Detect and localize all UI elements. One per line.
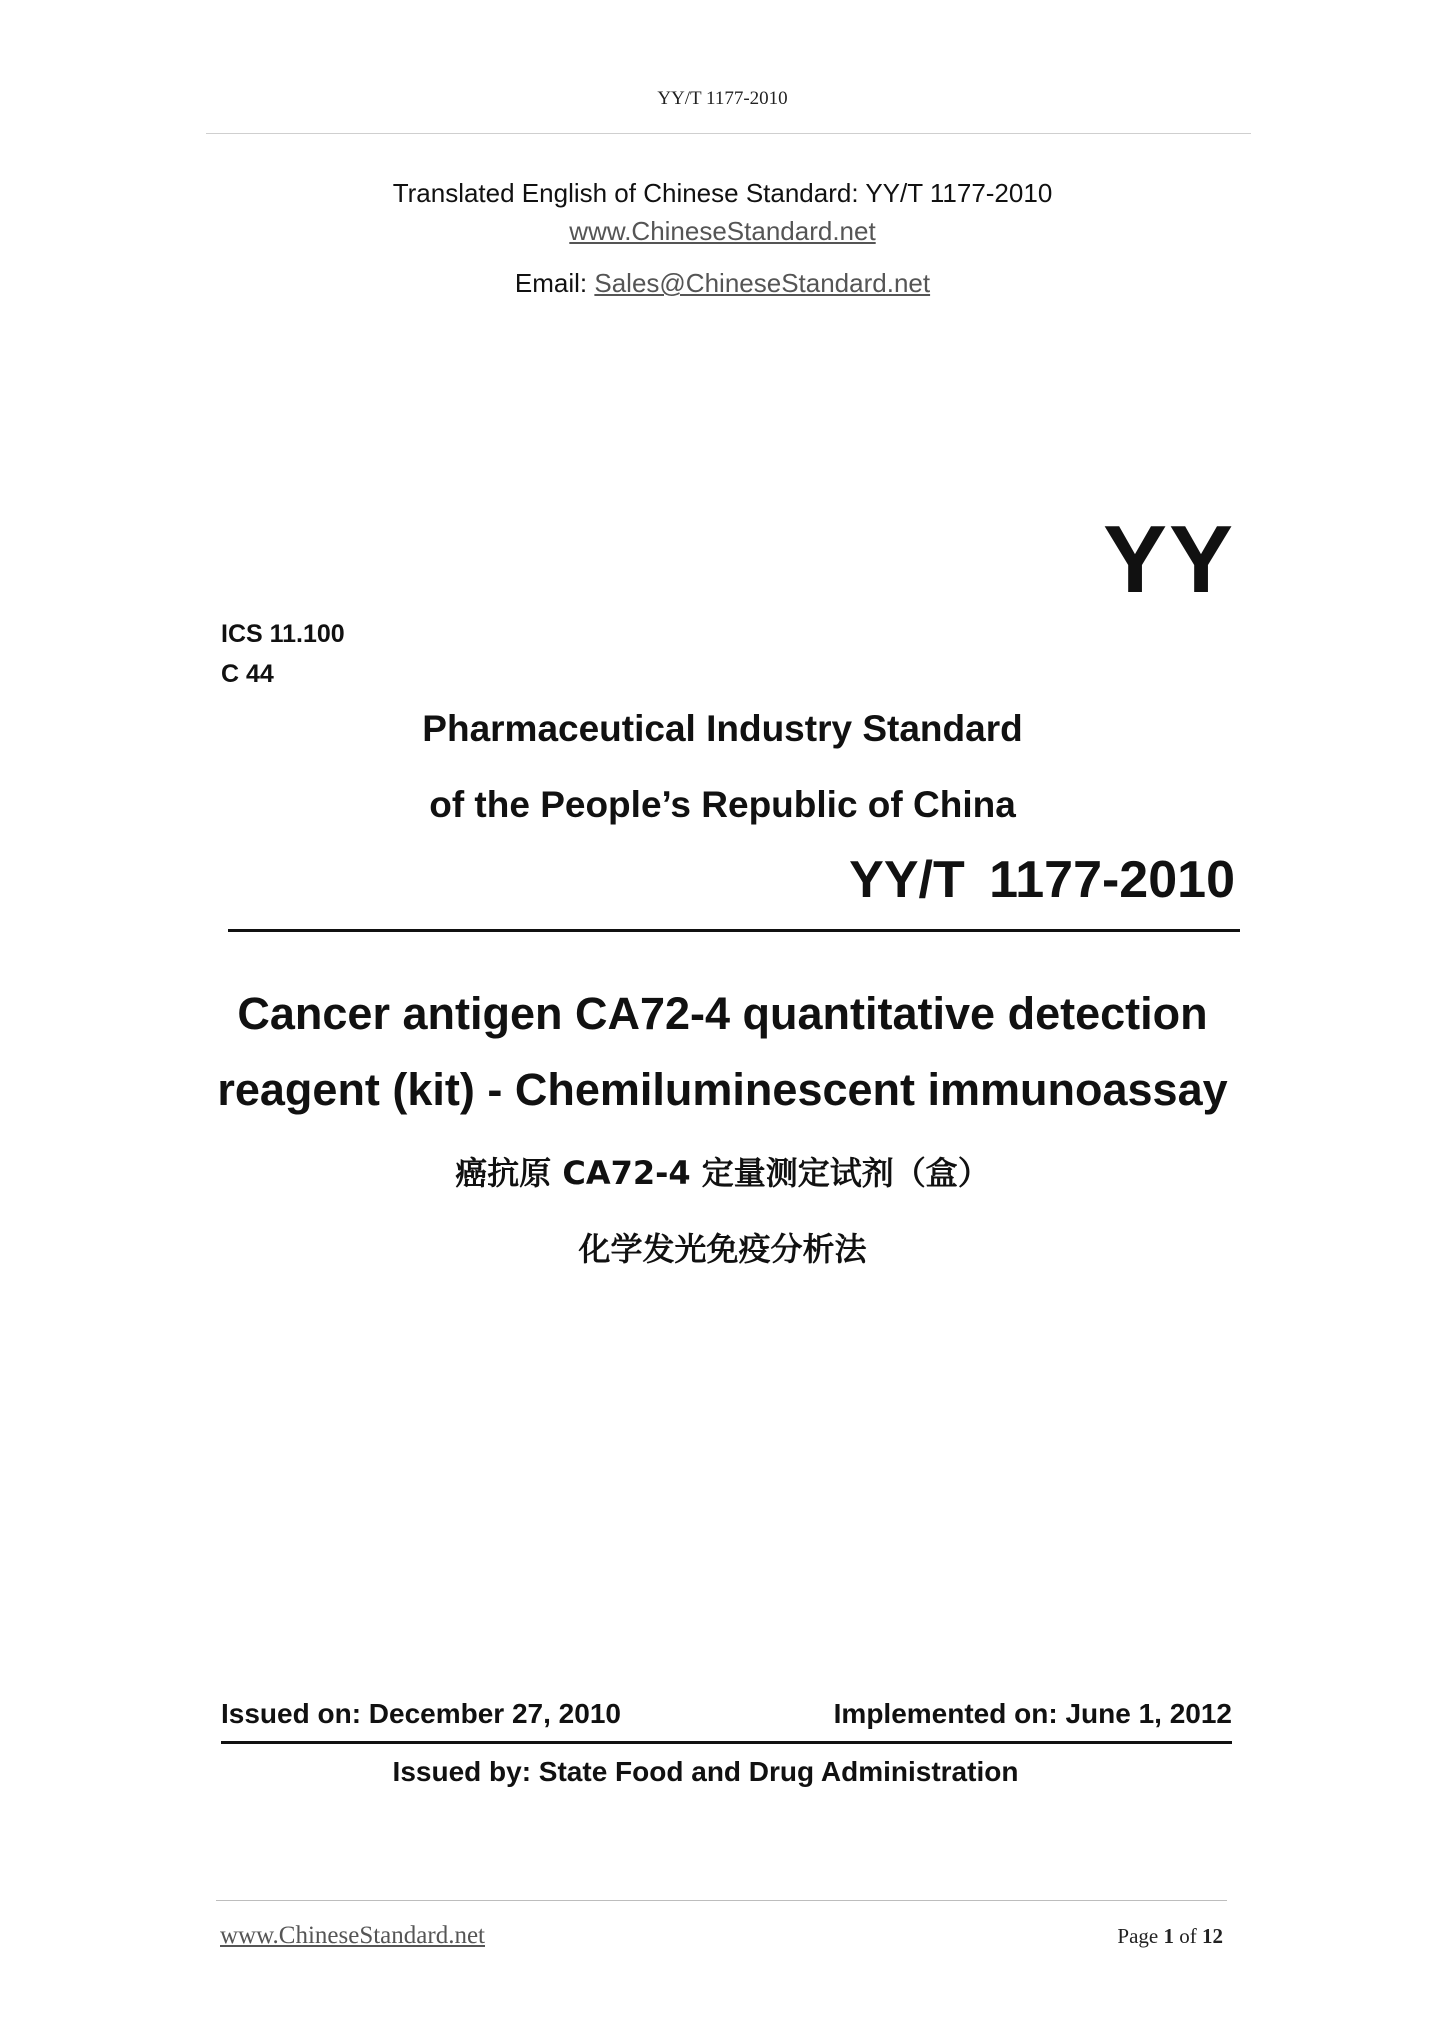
implemented-on-date: Implemented on: June 1, 2012 — [833, 1698, 1232, 1729]
chinese-title-line2: 化学发光免疫分析法 — [578, 1230, 867, 1268]
title-divider — [228, 929, 1240, 932]
website-link[interactable]: www.ChineseStandard.net — [569, 216, 876, 246]
standard-number: YY/T 1177-2010 — [849, 851, 1235, 909]
footer-divider — [216, 1900, 1227, 1901]
standard-title-line2: of the People’s Republic of China — [429, 784, 1016, 825]
footer-website-link[interactable]: www.ChineseStandard.net — [220, 1922, 485, 1949]
page-total: 12 — [1202, 1924, 1223, 1948]
issued-on-date: Issued on: December 27, 2010 — [221, 1698, 621, 1729]
document-title-line2: reagent (kit) - Chemiluminescent immunoassay — [217, 1064, 1228, 1115]
issuance-divider — [221, 1741, 1232, 1744]
document-title-line1: Cancer antigen CA72-4 quantitative detection — [237, 988, 1208, 1039]
website-link-row — [0, 216, 1445, 247]
page-current: 1 — [1163, 1924, 1174, 1948]
page-of: of — [1174, 1924, 1202, 1948]
ics-code: ICS 11.100 — [221, 620, 345, 648]
email-line — [0, 268, 1445, 299]
standard-title-line1: Pharmaceutical Industry Standard — [422, 708, 1023, 749]
translation-notice: Translated English of Chinese Standard: YY/T 1177-2010 — [392, 178, 1053, 208]
running-header: YY/T 1177-2010 — [657, 88, 788, 109]
chinese-title-line1: 癌抗原 CA72-4 定量测定试剂（盒） — [455, 1154, 990, 1192]
issuing-authority: Issued by: State Food and Drug Administration — [392, 1756, 1019, 1787]
page-number — [1117, 1924, 1223, 1949]
email-label: Email: — [514, 268, 595, 298]
email-link[interactable]: Sales@ChineseStandard.net — [594, 268, 931, 298]
header-divider — [206, 133, 1251, 134]
ccs-code: C 44 — [221, 660, 274, 688]
page-prefix: Page — [1117, 1924, 1164, 1948]
standard-logo: YY — [1102, 506, 1235, 613]
